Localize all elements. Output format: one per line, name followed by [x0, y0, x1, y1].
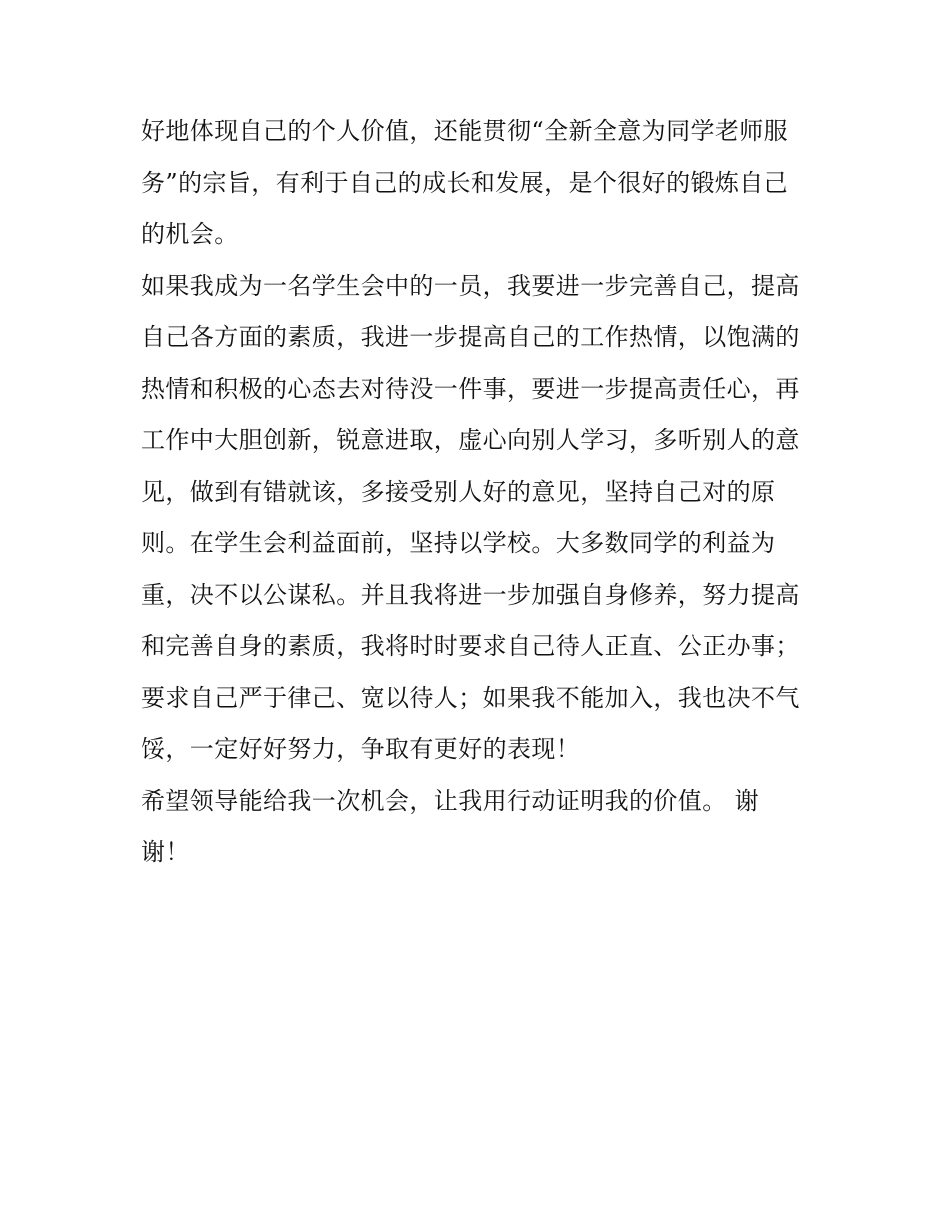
text-line: 工作中大胆创新，锐意进取，虚心向别人学习，多听别人的意 [141, 426, 800, 454]
text-line: 要求自己严于律己、宽以待人；如果我不能加入，我也决不气 [141, 683, 800, 712]
text-line: 见，做到有错就该，多接受别人好的意见，坚持自己对的原 [141, 477, 776, 506]
text-line: 谢！ [141, 838, 190, 866]
text-line: 则。在学生会利益面前，坚持以学校。大多数同学的利益为 [141, 529, 776, 557]
text-line: 自己各方面的素质，我进一步提高自己的工作热情，以饱满的 [141, 323, 800, 351]
body-text [141, 106, 821, 879]
text-line: 希望领导能给我一次机会，让我用行动证明我的价值。 谢 [141, 786, 760, 815]
text-line: 重，决不以公谋私。并且我将进一步加强自身修养，努力提高 [141, 580, 800, 609]
text-line: 和完善自身的素质，我将时时要求自己待人正直、公正办事； [141, 632, 800, 660]
text-line: 热情和积极的心态去对待没一件事，要进一步提高责任心，再 [141, 374, 800, 403]
text-line: 务”的宗旨，有利于自己的成长和发展，是个很好的锻炼自己 [141, 168, 789, 197]
text-line: 馁，一定好好努力，争取有更好的表现！ [141, 735, 581, 763]
text-line: 的机会。 [141, 220, 239, 248]
text-line: 如果我成为一名学生会中的一员，我要进一步完善自己，提高 [141, 271, 800, 300]
text-line: 好地体现自己的个人价值，还能贯彻“全新全意为同学老师服 [141, 117, 789, 145]
